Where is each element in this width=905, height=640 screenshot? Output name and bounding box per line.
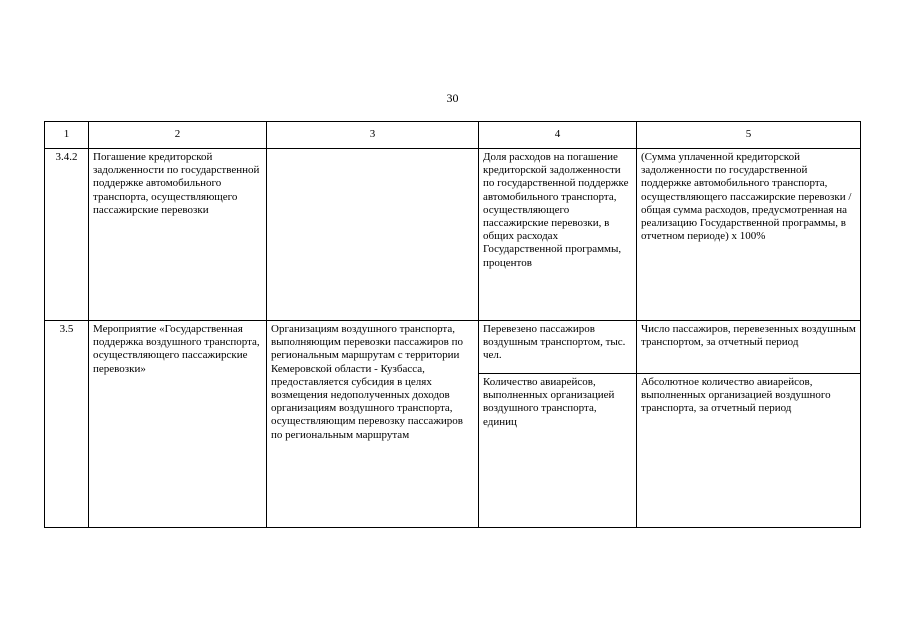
indicator-name: Перевезено пассажиров воздушным транспортом, тыс. чел. bbox=[479, 321, 637, 374]
column-header-1: 1 bbox=[45, 122, 89, 149]
table-row bbox=[45, 149, 861, 321]
indicator-formula: Число пассажиров, перевезенных воздушным транспортом, за отчетный период bbox=[637, 321, 861, 374]
row-number: 3.4.2 bbox=[45, 149, 89, 321]
activity-description bbox=[267, 149, 479, 321]
indicator-formula: Абсолютное количество авиарейсов, выполненных организацией воздушного транспорта, за отчетный период bbox=[637, 374, 861, 528]
page-number: 30 bbox=[446, 91, 459, 105]
indicator-name: Количество авиарейсов, выполненных организацией воздушного транспорта, единиц bbox=[479, 374, 637, 528]
column-header-5: 5 bbox=[637, 122, 861, 149]
indicator-formula: (Сумма уплаченной кредиторской задолженности по государственной поддержке автомобильного транспорта, осуществляющего пассажирские перевозки / общая сумма расходов, предусмотренная на реализацию Государственной программы, в отчетном периоде) x 100% bbox=[637, 149, 861, 321]
column-header-4: 4 bbox=[479, 122, 637, 149]
activity-name: Мероприятие «Государственная поддержка воздушного транспорта, осуществляющего пассажирские перевозки» bbox=[89, 321, 267, 528]
table-row bbox=[45, 321, 861, 374]
column-header-2: 2 bbox=[89, 122, 267, 149]
activity-description: Организациям воздушного транспорта, выполняющим перевозки пассажиров по региональным маршрутам с территории Кемеровской области - Кузбасса, предоставляется субсидия в целях возмещения недополученных доходов организациям воздушного транспорта, осуществляющим перевозку пассажиров по региональным маршрутам bbox=[267, 321, 479, 528]
row-number: 3.5 bbox=[45, 321, 89, 528]
indicators-table bbox=[44, 121, 861, 528]
table-header-row bbox=[45, 122, 861, 149]
indicator-name: Доля расходов на погашение кредиторской задолженности по государственной поддержке автомобильного транспорта, осуществляющего пассажирские перевозки, в общих расходах Государственной программы, процентов bbox=[479, 149, 637, 321]
activity-name: Погашение кредиторской задолженности по государственной поддержке автомобильного транспорта, осуществляющего пассажирские перевозки bbox=[89, 149, 267, 321]
column-header-3: 3 bbox=[267, 122, 479, 149]
